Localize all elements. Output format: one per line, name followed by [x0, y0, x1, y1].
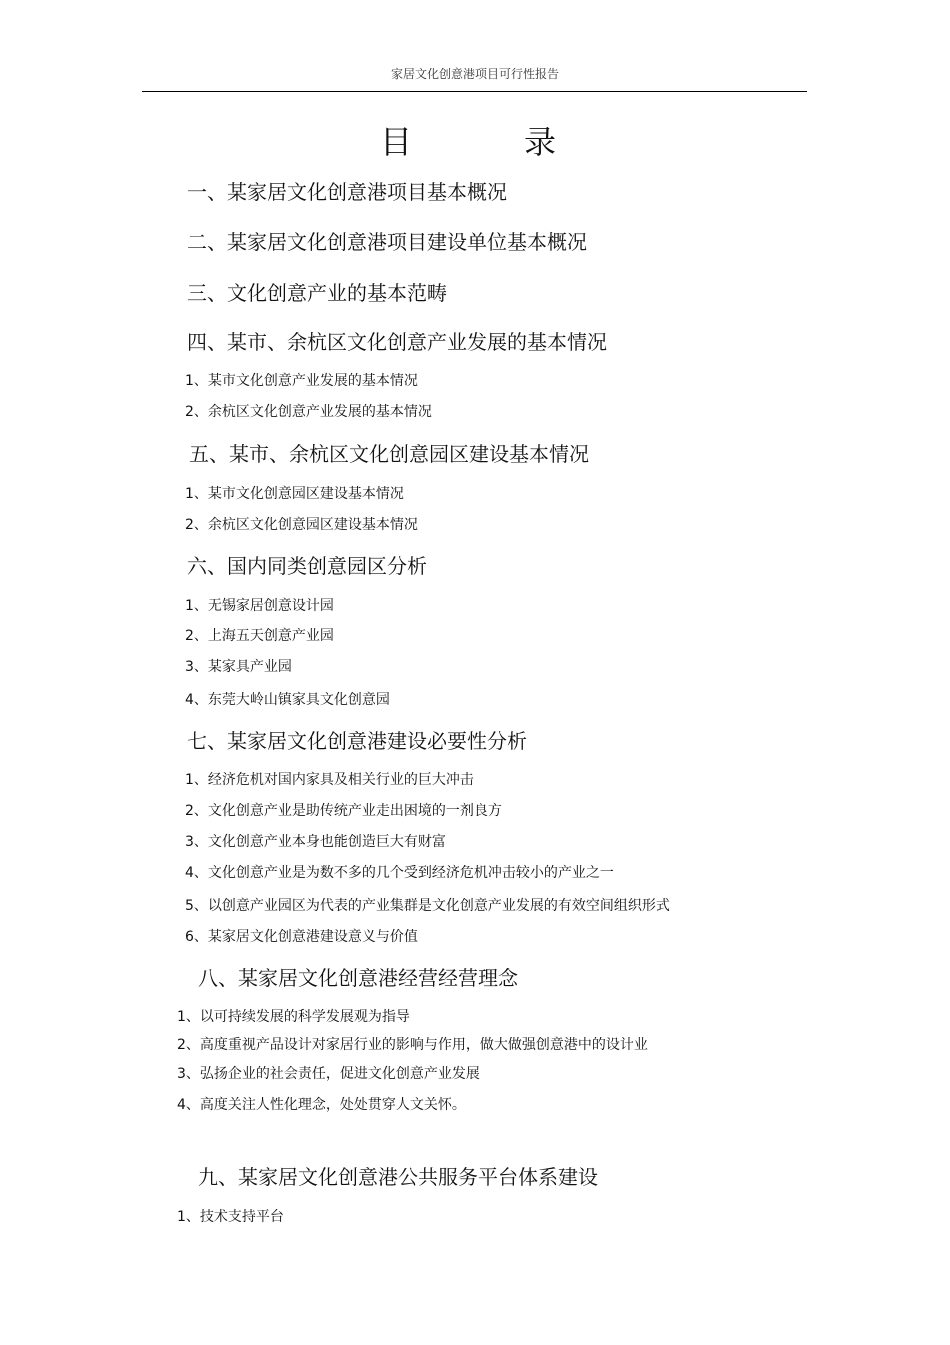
toc-subentry: 1、以可持续发展的科学发展观为指导	[177, 1009, 410, 1025]
toc-subentry: 4、高度关注人性化理念，处处贯穿人文关怀。	[177, 1097, 466, 1113]
toc-subentry: 2、余杭区文化创意园区建设基本情况	[185, 517, 418, 533]
toc-subentry: 6、某家居文化创意港建设意义与价值	[185, 929, 418, 945]
toc-entry-6: 六、国内同类创意园区分析	[187, 554, 427, 578]
toc-subentry: 2、余杭区文化创意产业发展的基本情况	[185, 404, 432, 420]
toc-subentry: 2、高度重视产品设计对家居行业的影响与作用，做大做强创意港中的设计业	[177, 1037, 648, 1053]
toc-entry-9: 九、某家居文化创意港公共服务平台体系建设	[198, 1165, 598, 1189]
toc-entry-5: 五、某市、余杭区文化创意园区建设基本情况	[189, 442, 589, 466]
toc-subentry: 4、文化创意产业是为数不多的几个受到经济危机冲击较小的产业之一	[185, 865, 614, 881]
toc-subentry: 3、文化创意产业本身也能创造巨大有财富	[185, 834, 446, 850]
toc-entry-3: 三、文化创意产业的基本范畴	[187, 281, 447, 305]
toc-entry-8: 八、某家居文化创意港经营经营理念	[198, 966, 518, 990]
running-header: 家居文化创意港项目可行性报告	[390, 67, 559, 81]
toc-entry-7: 七、某家居文化创意港建设必要性分析	[187, 729, 527, 753]
toc-subentry: 1、技术支持平台	[177, 1209, 284, 1225]
toc-subentry: 1、无锡家居创意设计园	[185, 598, 334, 614]
toc-subentry: 2、上海五天创意产业园	[185, 628, 334, 644]
toc-subentry: 1、某市文化创意园区建设基本情况	[185, 486, 404, 502]
toc-subentry: 3、某家具产业园	[185, 659, 292, 675]
toc-subentry: 4、东莞大岭山镇家具文化创意园	[185, 692, 390, 708]
header-divider	[142, 91, 807, 92]
toc-heading: 目录	[380, 123, 669, 161]
toc-subentry: 1、经济危机对国内家具及相关行业的巨大冲击	[185, 772, 474, 788]
toc-subentry: 1、某市文化创意产业发展的基本情况	[185, 373, 418, 389]
toc-entry-4: 四、某市、余杭区文化创意产业发展的基本情况	[187, 330, 607, 354]
toc-subentry: 2、文化创意产业是助传统产业走出困境的一剂良方	[185, 803, 502, 819]
toc-entry-1: 一、某家居文化创意港项目基本概况	[187, 180, 507, 204]
toc-entry-2: 二、某家居文化创意港项目建设单位基本概况	[187, 230, 587, 254]
toc-subentry: 5、以创意产业园区为代表的产业集群是文化创意产业发展的有效空间组织形式	[185, 898, 670, 914]
toc-subentry: 3、弘扬企业的社会责任，促进文化创意产业发展	[177, 1066, 480, 1082]
